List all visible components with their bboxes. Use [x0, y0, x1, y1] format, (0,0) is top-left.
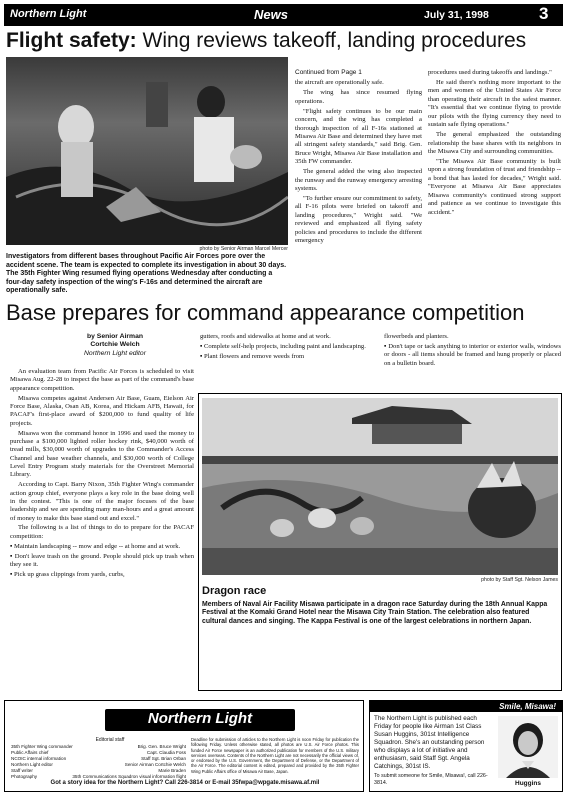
staff-role: Northern Light editor: [11, 761, 53, 767]
smile-misawa-box: [369, 700, 563, 792]
story1-column-2: [295, 69, 422, 247]
staff-role: Staff writer: [11, 767, 33, 773]
story1-paragraph: The wing has since resumed flying operations.: [295, 89, 422, 105]
staff-role: Photography: [11, 773, 38, 779]
story1-column-3: [428, 69, 561, 218]
story2-list-item: ▪ Pick up grass clippings from yards, curbs,: [10, 570, 125, 578]
story2-paragraph: Misawa competes against Andersen Air Base, Guam, Eielson Air Force Base, Alaska, Osan AB, Korea, and Hickam AFB, Hawaii, for PACAF's first-place award of $200,000 to fund quality of life projects.: [10, 394, 194, 427]
accident-scene-photo: [6, 57, 288, 245]
story1-headline-rest: Wing reviews takeoff, landing procedures: [136, 29, 527, 52]
staff-title: Editorial staff: [95, 737, 125, 743]
story2-column-1: [10, 368, 194, 581]
dragon-race-image: [202, 398, 558, 575]
dragon-photo-credit: photo by Staff Sgt. Nelson James: [481, 577, 558, 583]
continued-note: Continued from Page 1: [295, 69, 362, 76]
story1-paragraph: The general added the wing also inspected the runway and the runway emergency arresting systems.: [295, 168, 422, 193]
story1-paragraph: "Flight safety continues to be our main concern, and the wing has completed a thorough inspection of all F-16s stationed at Misawa Air Base and determined they have met all stringent safety standards," said Brig. Gen. Bruce Wright, Misawa Air Base installation and 35th FW commander.: [295, 107, 422, 166]
huggins-portrait: [498, 716, 558, 778]
story1-paragraph: He said there's nothing more important to the men and women of the United States Air Force than operating their aircraft in the safest manner. "It's essential that we continue flying to provide our pilots with the flying currency they need to sustain safe flying operations.": [428, 78, 561, 129]
story2-paragraph: gutters, roofs and sidewalks at home and at work.: [200, 333, 331, 340]
story1-paragraph: procedures used during takeoffs and landings.": [428, 69, 552, 76]
section-name: News: [254, 7, 288, 22]
smile-text: The Northern Light is published each Friday for people like Airman 1st Class Susan Huggins, 301st Intelligence Squadron. She's an outstanding person who displays a lot of initiative and enthusiasm, said Staff Sgt. Angela Catchings, 301st IS.: [374, 715, 485, 771]
staff-member: Brig. Gen. Bruce Wright: [137, 744, 186, 749]
story2-list-item: ▪ Don't tape or tack anything to interior or exterior walls, windows or doors - all items should be framed and hung properly or placed on a bulletin board.: [384, 342, 561, 367]
story1-paragraph: "The Misawa Air Base community is built upon a strong foundation of trust and friendship -- a bond that has lasted for decades," Wright said. "Everyone at Misawa Air Base appreciates Misawa community's continued strong support and patience as we continue to investigate this accident.": [428, 157, 561, 216]
staff-list: [11, 744, 186, 780]
story1-paragraph: The general emphasized the outstanding relationship the base shares with its neighbors in the Misawa City and surrounding communities.: [428, 131, 561, 155]
story1-photo-caption: Investigators from different bases throughout Pacific Air Forces pore over the accident scene. The team is expected to complete its investigation in about 30 days. The 35th Fighter Wing resumed flying operations Wednesday after conducting a four-day safety inspection of the wing's F-16s and determined the aircraft are operationally safe.: [6, 253, 287, 295]
byline-role: Northern Light editor: [84, 349, 146, 357]
story2-paragraph: An evaluation team from Pacific Air Forces is scheduled to visit Misawa Aug. 22-28 to inspect the base as part of the command's base appearance competition.: [10, 368, 194, 392]
staff-member: Senior Airman Cortchie Welch: [124, 761, 186, 767]
dragon-race-caption: Members of Naval Air Facility Misawa participate in a dragon race Saturday during the 18th Annual Kappa Festival at the Komaki Grand Hotel near the Misawa City Train Station. The celebration also featured cultural dances and singing. The Kappa Festival is one of the largest celebrations in northern Japan.: [202, 601, 548, 625]
story2-paragraph: Misawa won the command honor in 1996 and used the money to purchase a $100,000 lighted roller hockey rink, $40,000 worth of tread mills, $30,000 worth of upgrades to the Commander's Access Channel and base weather channels, and $30,000 worth of College Level Entry Program study materials for the Overstreet Memorial Library.: [10, 429, 194, 479]
page-number: 3: [539, 4, 549, 23]
portrait-name: Huggins: [515, 780, 541, 787]
staff-member: Staff Sgt. Brian Orban: [141, 755, 186, 761]
story2-list-item: ▪ Don't leave trash on the ground. People should pick up trash when they see it.: [10, 552, 194, 568]
smile-submit: To submit someone for Smile, Misawa!, call 226-3814.: [374, 773, 488, 786]
staff-member: 35th Communications Squadron visual information flight: [72, 773, 186, 779]
story2-column-2: [200, 333, 380, 363]
staff-role: NCOIC internal information: [11, 755, 67, 761]
masthead-box: [4, 700, 364, 792]
story2-list-item: ▪ Plant flowers and remove weeds from: [200, 352, 305, 360]
staff-member: Capt. Claudia Foss: [146, 749, 186, 755]
story2-column-3: [384, 333, 561, 369]
story1-headline: [6, 28, 562, 54]
story-idea-line: Got a story idea for the Northern Light? Call 226-3814 or E-mail 35fwpa@wpgate.misawa.af.mil: [50, 780, 320, 786]
page-header: [4, 4, 563, 26]
story2-headline: Base prepares for command appearance competition: [6, 300, 525, 325]
dragon-race-title: Dragon race: [202, 585, 267, 597]
byline-prefix: by Senior Airman: [86, 333, 144, 340]
story2-list-item: ▪ Complete self-help projects, including paint and landscaping.: [200, 342, 366, 350]
portrait-image: [498, 716, 558, 778]
masthead-title: Northern Light: [147, 710, 253, 727]
smile-title: Smile, Misawa!: [370, 701, 562, 712]
staff-member: Marie Braden: [158, 767, 186, 773]
story1-paragraph: "To further ensure our commitment to safety, all F-16 pilots were briefed on takeoff and landing procedures," Wright said. "We reviewed and emphasized all flying safety policies and procedures to include the different emergency: [295, 195, 422, 245]
story2-paragraph: The following is a list of things to do to prepare for the PACAF competition:: [10, 524, 194, 540]
editorial-fineprint: Deadline for submission of articles to the Northern Light is noon Friday for publication the following Friday. Unless otherwise stated, all photos are U.S. Air Force photos. This funded Air Force newspaper is an authorized publication for members of the U.S. military services overseas. Contents of the Northern Light are not necessarily the official views of, or endorsed by the U.S. Government, the Department of Defense, or the Department of the Air Force. The editorial content is edited, prepared and provided by the 35th Fighter Wing Public Affairs office of Misawa Air Base, Japan.: [191, 737, 359, 774]
story1-headline-bold: Flight safety:: [6, 29, 137, 52]
staff-role: 35th Fighter Wing commander: [11, 744, 73, 749]
dragon-race-photo: [202, 398, 558, 575]
staff-row: [11, 774, 186, 780]
accident-scene-image: [6, 57, 288, 245]
story1-photo-credit: photo by Senior Airman Marcel Mercer: [199, 246, 288, 252]
staff-role: Public Affairs chief: [11, 749, 49, 755]
byline-name: Cortchie Welch: [90, 341, 140, 349]
story2-paragraph: According to Capt. Barry Nixon, 35th Fighter Wing's commander action group chief, everyone plays a key role in the base doing well in the contest. "This is one of the major focuses of the base leadership and we are spending many man-hours and a great amount of money to make this base stand out and excel.": [10, 481, 194, 522]
story2-byline: [70, 333, 160, 358]
issue-date: July 31, 1998: [424, 9, 489, 21]
story2-list-item: ▪ Maintain landscaping -- mow and edge -- at home and at work.: [10, 542, 181, 550]
story2-paragraph: flowerbeds and planters.: [384, 333, 449, 340]
brand-name: Northern Light: [10, 8, 87, 20]
story1-paragraph: the aircraft are operationally safe.: [295, 79, 384, 87]
